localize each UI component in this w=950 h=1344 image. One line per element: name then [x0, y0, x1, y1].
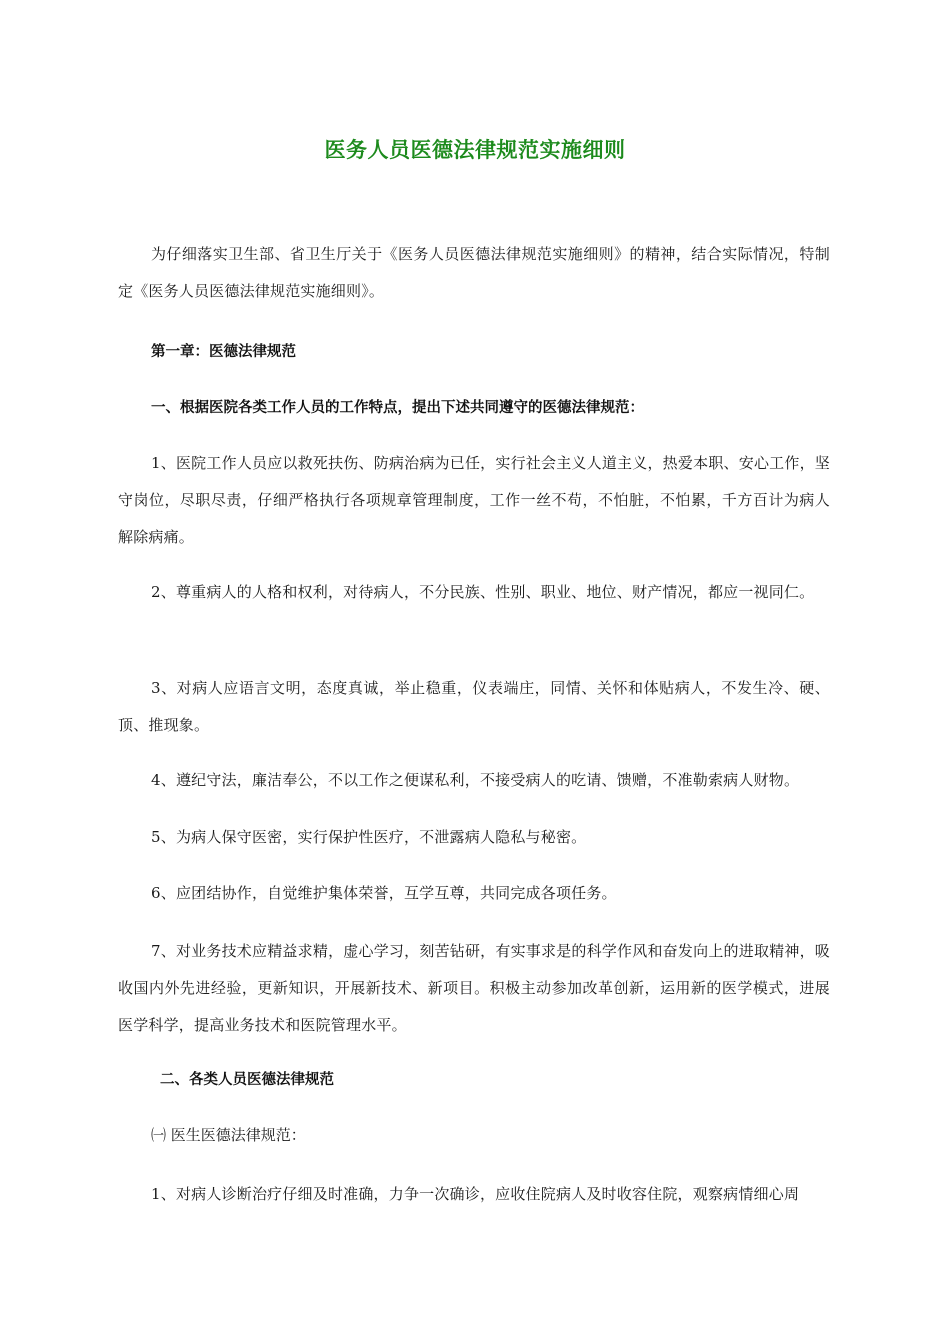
list-item: 5、为病人保守医密，实行保护性医疗，不泄露病人隐私与秘密。: [151, 828, 587, 846]
list-item: 1、对病人诊断治疗仔细及时准确，力争一次确诊，应收住院病人及时收容住院，观察病情细心周: [151, 1185, 800, 1203]
intro-paragraph: 为仔细落实卫生部、省卫生厅关于《医务人员医德法律规范实施细则》的精神，结合实际情况，特制定《医务人员医德法律规范实施细则》。: [118, 245, 830, 300]
list-item: 4、遵纪守法，廉洁奉公，不以工作之便谋私利，不接受病人的吃请、馈赠，不准勒索病人财物。: [151, 771, 800, 789]
section-heading-1: 一、根据医院各类工作人员的工作特点，提出下述共同遵守的医德法律规范：: [151, 400, 644, 416]
list-item: 2、尊重病人的人格和权利，对待病人，不分民族、性别、职业、地位、财产情况，都应一视同仁。: [151, 583, 815, 601]
chapter-heading: 第一章：医德法律规范: [151, 344, 296, 360]
list-item: 6、应团结协作，自觉维护集体荣誉，互学互尊，共同完成各项任务。: [151, 884, 617, 902]
subsection-heading: ㈠ 医生医德法律规范：: [151, 1126, 306, 1144]
document-title: 医务人员医德法律规范实施细则: [324, 138, 626, 162]
section-heading-2: 二、各类人员医德法律规范: [160, 1072, 334, 1088]
list-item: 3、对病人应语言文明，态度真诚，举止稳重，仪表端庄，同情、关怀和体贴病人，不发生冷、硬、顶、推现象。: [118, 679, 830, 734]
list-item: 7、对业务技术应精益求精，虚心学习，刻苦钻研，有实事求是的科学作风和奋发向上的进取精神，吸收国内外先进经验，更新知识，开展新技术、新项目。积极主动参加改革创新，运用新的医学模式，进展医学科学，提高业务技术和医院管理水平。: [118, 942, 830, 1034]
list-item: 1、医院工作人员应以救死扶伤、防病治病为已任，实行社会主义人道主义，热爱本职、安心工作，坚守岗位，尽职尽责，仔细严格执行各项规章管理制度，工作一丝不苟，不怕脏，不怕累，千方百计为病人解除病痛。: [118, 454, 830, 546]
